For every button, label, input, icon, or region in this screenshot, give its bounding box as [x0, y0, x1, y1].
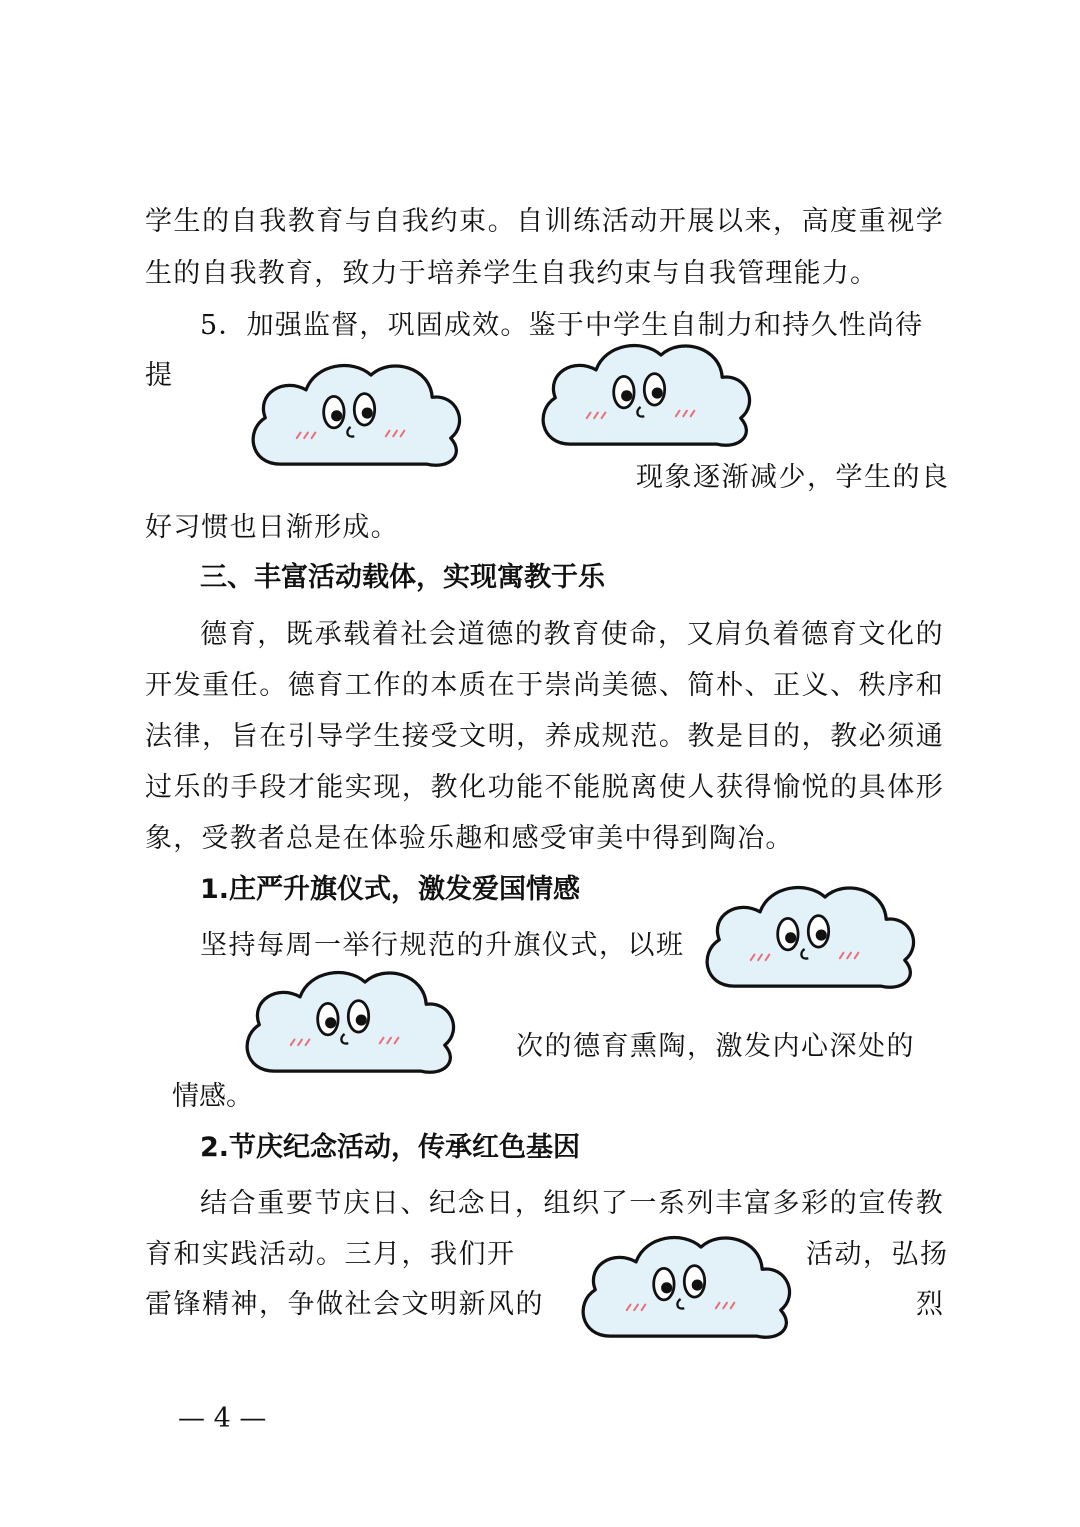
text-line-12: 象，受教者总是在体验乐趣和感受审美中得到陶冶。 [145, 823, 794, 854]
text-line-3: 5．加强监督，巩固成效。鉴于中学生自制力和持久性尚待 [200, 310, 924, 341]
cloud-face-icon [237, 957, 467, 1085]
text-line-9: 开 发 重 任 。 德 育 工 作 的 本 质 在 于 崇 尚 美 德 、 简 朴 、 正 义 、 秩 序 和 [145, 670, 943, 701]
text-line-20: 活动，弘扬 [806, 1239, 949, 1270]
cloud-face-icon [697, 872, 927, 1000]
text-line-8: 德 育 ， 既 承 载 着 社 会 道 德 的 教 育 使 命 ， 又 肩 负 着 德 育 文 化 的 [200, 619, 943, 650]
page-number: — 4 — [178, 1403, 267, 1434]
text-line-5: 现象逐渐减少，学生的良 [636, 462, 950, 493]
text-line-6: 好习惯也日渐形成。 [145, 512, 399, 543]
cloud-face-icon [243, 350, 473, 478]
subheading-1: 1.庄严升旗仪式，激发爱国情感 [200, 874, 581, 905]
text-line-19: 育和实践活动。三月，我们开 [145, 1239, 516, 1270]
cloud-face-icon [533, 330, 763, 458]
text-line-21: 雷锋精神，争做社会文明新风的 [145, 1289, 544, 1320]
subheading-2: 2.节庆纪念活动，传承红色基因 [200, 1132, 581, 1163]
text-line-4: 提 [145, 360, 172, 391]
text-line-18: 结 合 重 要 节 庆 日 、 纪 念 日 ， 组 织 了 一 系 列 丰 富 多 彩 的 宣 传 教 [200, 1188, 943, 1219]
text-line-14: 坚持每周一举行规范的升旗仪式，以班 [200, 930, 685, 961]
text-line-2: 生的自我教育，致力于培养学生自我约束与自我管理能力。 [145, 258, 879, 289]
cloud-face-icon [573, 1222, 803, 1350]
section-heading-3: 三、丰富活动载体，实现寓教于乐 [200, 562, 605, 593]
text-line-15: 次的德育熏陶，激发内心深处的 [516, 1031, 915, 1062]
text-line-1: 学 生 的 自 我 教 育 与 自 我 约 束 。 自 训 练 活 动 开 展 以 来 ， 高 度 重 视 学 [145, 206, 943, 237]
text-line-22: 烈 [916, 1289, 943, 1320]
text-line-16: 情感。 [172, 1081, 253, 1112]
text-line-11: 过 乐 的 手 段 才 能 实 现 ， 教 化 功 能 不 能 脱 离 使 人 获 得 愉 悦 的 具 体 形 [145, 772, 943, 803]
text-line-10: 法 律 ， 旨 在 引 导 学 生 接 受 文 明 ， 养 成 规 范 。 教 是 目 的 ， 教 必 须 通 [145, 721, 943, 752]
